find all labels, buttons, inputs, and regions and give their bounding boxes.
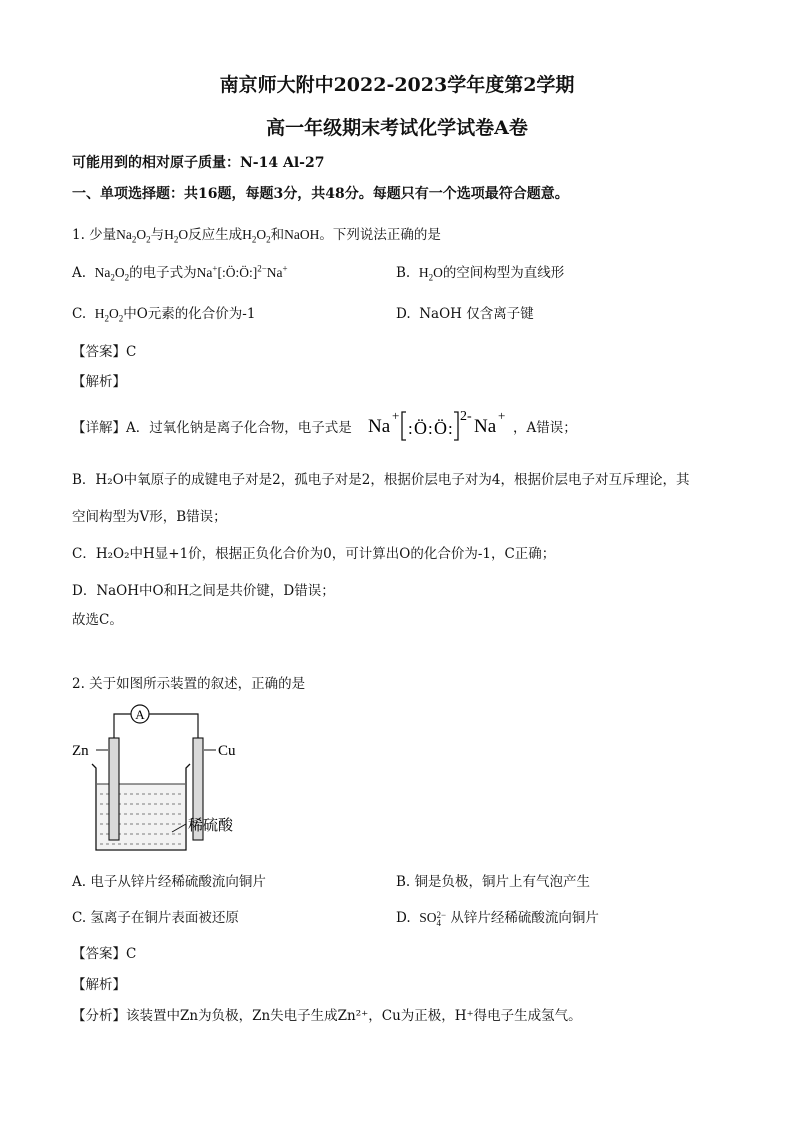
section-heading: 一、单项选择题：共16题，每题3分，共48分。每题只有一个选项最符合题意。 bbox=[72, 186, 569, 202]
q1-option-a: A. $Na_2O_2$的电子式为Na+[:Ö:Ö:]$^{2-}$Na+ bbox=[72, 263, 288, 283]
atomic-mass-note: 可能用到的相对原子质量：N-14 Al-27 bbox=[72, 155, 325, 171]
svg-text:+: + bbox=[392, 408, 400, 423]
q1-detail-b-line2: 空间构型为V形，B错误； bbox=[72, 509, 227, 525]
svg-text::: : bbox=[448, 419, 453, 438]
q1-detail-c: C．H₂O₂中H显+1价，根据正负化合价为0，可计算出O的化合价为-1，C正确； bbox=[72, 546, 556, 562]
q1-stem: 1. 少量$Na_2O_2$与$H_2O$反应生成$H_2O_2$和NaOH。下列说法正确的是 bbox=[72, 227, 441, 245]
q2-option-d: D. SO2− 4 从锌片经稀硫酸流向铜片 bbox=[396, 909, 599, 928]
svg-text:Cu: Cu bbox=[218, 743, 236, 759]
q1-option-d: D. NaOH 仅含离子键 bbox=[396, 306, 534, 322]
svg-text:Na: Na bbox=[368, 416, 391, 437]
q1-detail-a-end: ，A错误； bbox=[513, 420, 577, 436]
q1-detail-b-line1: B．H₂O中氧原子的成键电子对是2，孤电子对是2，根据价层电子对为4，根据价层电子对互斥理论，其 bbox=[72, 472, 690, 488]
exam-subtitle: 高一年级期末考试化学试卷A卷 bbox=[266, 117, 528, 139]
q1-analysis-label: 【解析】 bbox=[72, 374, 126, 390]
q2-option-c: C. 氢离子在铜片表面被还原 bbox=[72, 910, 239, 926]
zinc-electrode bbox=[109, 738, 119, 840]
q1-conclusion: 故选C。 bbox=[72, 612, 123, 628]
svg-text::: : bbox=[408, 419, 413, 438]
q2-stem: 2. 关于如图所示装置的叙述，正确的是 bbox=[72, 676, 306, 692]
svg-text:稀硫酸: 稀硫酸 bbox=[188, 818, 234, 834]
svg-text:A: A bbox=[135, 707, 145, 722]
q2-analysis-label: 【解析】 bbox=[72, 977, 126, 993]
exam-title: 南京师大附中2022-2023学年度第2学期 bbox=[219, 74, 575, 96]
svg-text:Na: Na bbox=[474, 416, 497, 437]
svg-text:2-: 2- bbox=[460, 409, 472, 424]
q1-answer: 【答案】C bbox=[72, 344, 137, 360]
q2-option-b: B. 铜是负极，铜片上有气泡产生 bbox=[396, 874, 591, 890]
q2-fenxi: 【分析】该装置中Zn为负极，Zn失电子生成Zn²⁺，Cu为正极，H⁺得电子生成氢气。 bbox=[72, 1008, 582, 1024]
galvanic-cell-diagram bbox=[70, 700, 270, 860]
q1-option-c: C. $H_2O_2$中O元素的化合价为-1 bbox=[72, 306, 256, 324]
svg-text:Zn: Zn bbox=[72, 743, 89, 759]
svg-text:+: + bbox=[498, 408, 506, 423]
svg-text:Ö: Ö bbox=[414, 418, 427, 438]
q1-detail-d: D．NaOH中O和H之间是共价键，D错误； bbox=[72, 583, 335, 599]
q2-option-a: A. 电子从锌片经稀硫酸流向铜片 bbox=[72, 874, 266, 890]
q1-option-b: B. $H_2O$的空间构型为直线形 bbox=[396, 265, 565, 283]
q2-answer: 【答案】C bbox=[72, 946, 137, 962]
q1-detail-a: 【详解】A．过氧化钠是离子化合物，电子式是 bbox=[72, 420, 352, 436]
svg-text:Ö: Ö bbox=[434, 418, 447, 438]
svg-text::: : bbox=[428, 419, 433, 438]
